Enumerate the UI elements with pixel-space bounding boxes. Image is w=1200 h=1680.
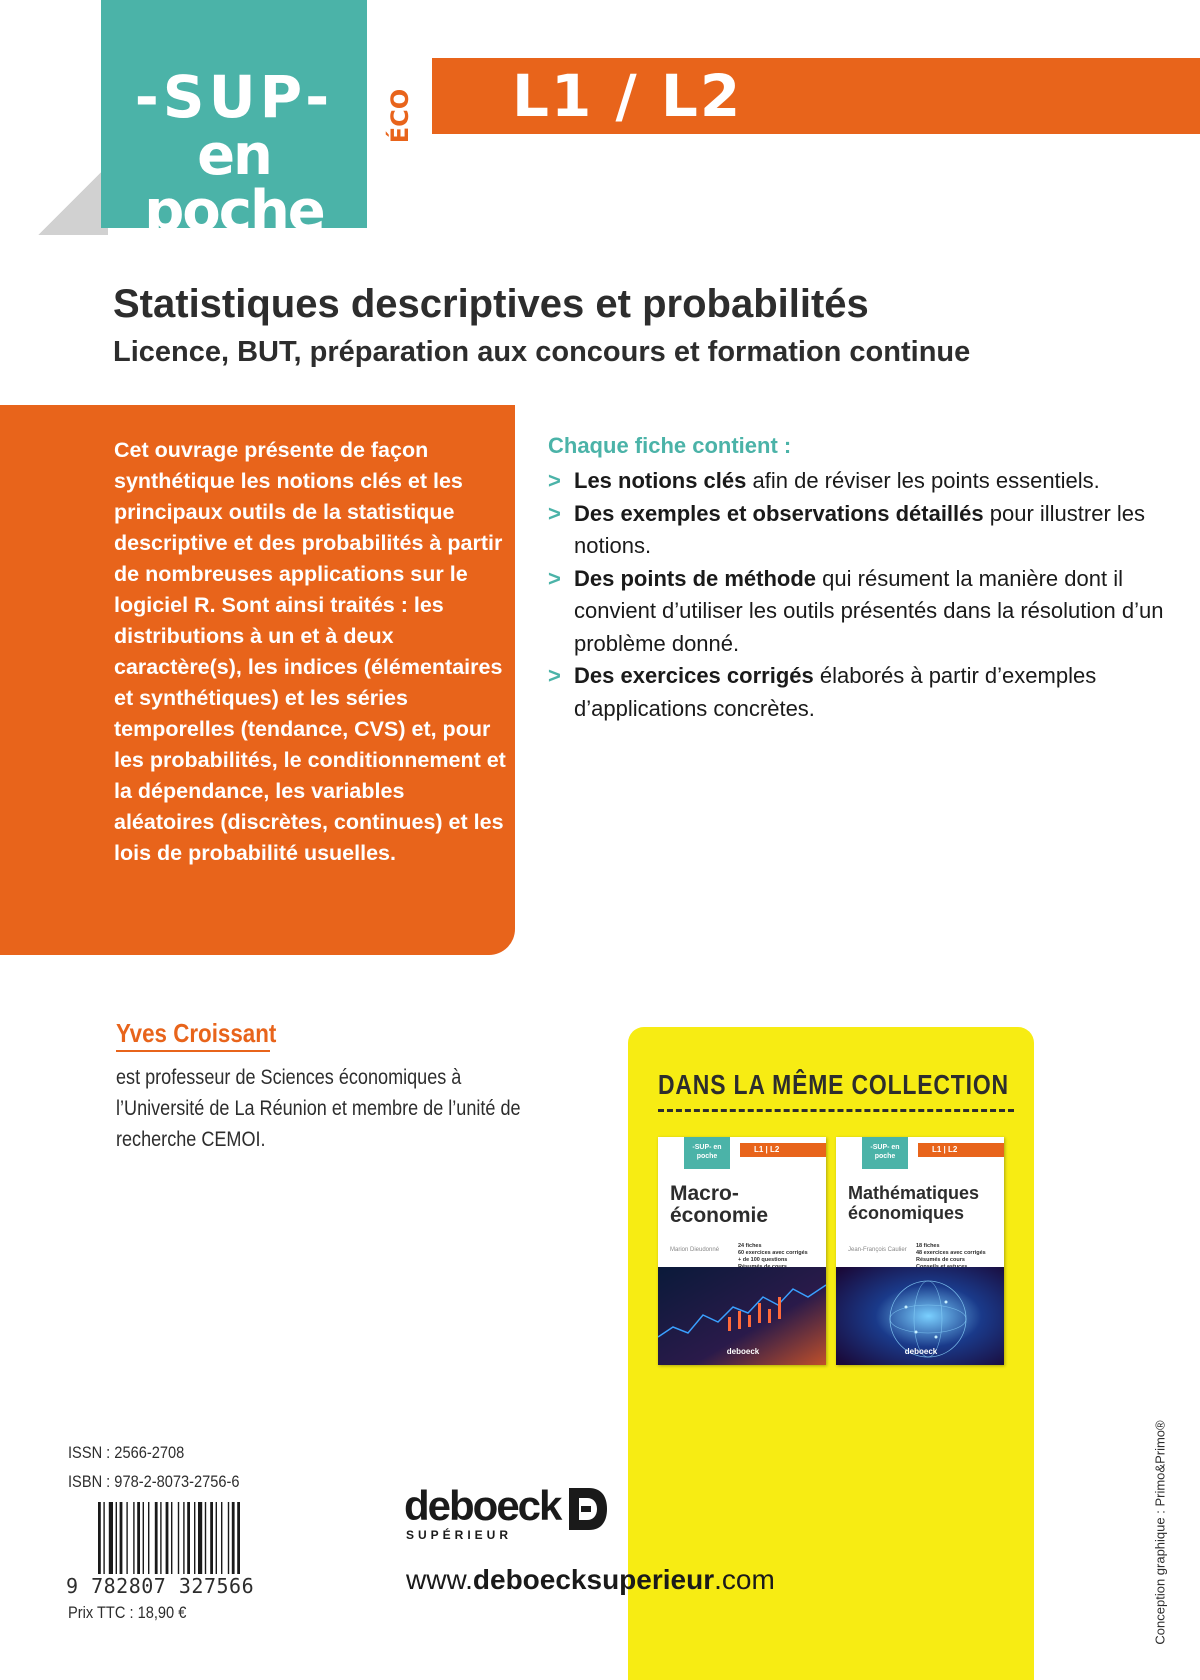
mini-level-banner: L1 | L2 <box>918 1143 1004 1157</box>
level-text: L1 / L2 <box>512 62 743 130</box>
contents-item: > Des exemples et observations détaillés pour illustrer les notions. <box>548 498 1168 563</box>
contents-item: > Des exercices corrigés élaborés à partir d’exemples d’applications concrètes. <box>548 660 1168 725</box>
publisher-mark-icon <box>567 1486 609 1532</box>
mini-feature-list: 18 fiches 48 exercices avec corrigés Résumés de cours <box>916 1243 986 1263</box>
logo-shadow <box>38 165 108 235</box>
author-bio: est professeur de Sciences économiques à l’Université de La Réunion et membre de l’unité de recherche CEMOI. <box>116 1066 521 1151</box>
contents-item: > Des points de méthode qui résument la manière dont il convient d’utiliser les outils présentés dans la résolution d’un problème donné. <box>548 563 1168 661</box>
eco-label: ÉCO <box>386 88 414 144</box>
level-banner <box>432 58 1200 134</box>
barcode-number: 9 782807 327566 <box>66 1574 255 1598</box>
author-name: Yves Croissant <box>116 1018 277 1048</box>
mini-book-author: Jean-François Caulier <box>848 1247 907 1253</box>
barcode-image <box>98 1502 273 1574</box>
mini-book-author: Marion Dieudonné <box>670 1247 720 1253</box>
issn: ISSN : 2566-2708 <box>68 1443 185 1462</box>
contents-item: > Les notions clés afin de réviser les points essentiels. <box>548 465 1168 498</box>
mini-series-logo: -SUP- en poche <box>684 1137 730 1169</box>
contents-section <box>548 433 1168 725</box>
book-title: Statistiques descriptives et probabilités <box>113 282 869 326</box>
series-logo <box>101 0 367 244</box>
publisher-name: deboeck <box>404 1482 561 1529</box>
arrow-icon: > <box>548 468 561 493</box>
collection-heading: DANS LA MÊME COLLECTION <box>658 1069 1009 1100</box>
arrow-icon: > <box>548 565 561 591</box>
book-thumbnail-mathematiques[interactable] <box>836 1137 1004 1365</box>
publisher-sub: SUPÉRIEUR <box>406 1528 513 1542</box>
price: Prix TTC : 18,90 € <box>68 1603 187 1622</box>
arrow-icon: > <box>548 663 561 688</box>
logo-sup-text: -SUP- <box>134 63 334 131</box>
author-underline <box>116 1050 270 1052</box>
book-subtitle: Licence, BUT, préparation aux concours et formation continue <box>113 336 971 368</box>
mini-book-title: Mathématiques économiques <box>848 1183 980 1223</box>
mini-publisher: deboeck <box>726 1347 760 1356</box>
dashed-divider <box>658 1109 1014 1112</box>
arrow-icon: > <box>548 500 561 526</box>
mini-book-title: Macro-économie <box>670 1182 769 1227</box>
mini-series-logo: -SUP- en poche <box>862 1137 908 1169</box>
publisher-logo <box>404 1484 609 1546</box>
contents-heading: Chaque fiche contient : <box>548 433 792 458</box>
description-panel <box>0 405 515 955</box>
website-url[interactable]: www.deboecksuperieur.com <box>406 1564 775 1595</box>
book-thumbnail-macroeconomie[interactable] <box>658 1137 826 1365</box>
mini-feature-list: 24 fiches 60 exercices avec corrigés + de 100 questions <box>738 1243 808 1263</box>
mini-publisher: deboeck <box>904 1347 938 1356</box>
logo-poche-text: en poche <box>144 123 324 244</box>
isbn: ISBN : 978-2-8073-2756-6 <box>68 1472 240 1491</box>
mini-level-banner: L1 | L2 <box>740 1143 826 1157</box>
description-text: Cet ouvrage présente de façon synthétique les notions clés et les principaux outils de la statistique descriptive et des probabilités à partir de nombreuses applications sur le logiciel R. Sont ainsi traités : les distributions à un et à deux caractère(s), les indices (élémentaires et synthétiques) et les séries temporelles (tendance, CVS) et, pour les probabilités, le conditionnement et la dépendance, les variables aléatoires (discrètes, continues) et les lois de probabilité usuelles. <box>114 438 506 865</box>
